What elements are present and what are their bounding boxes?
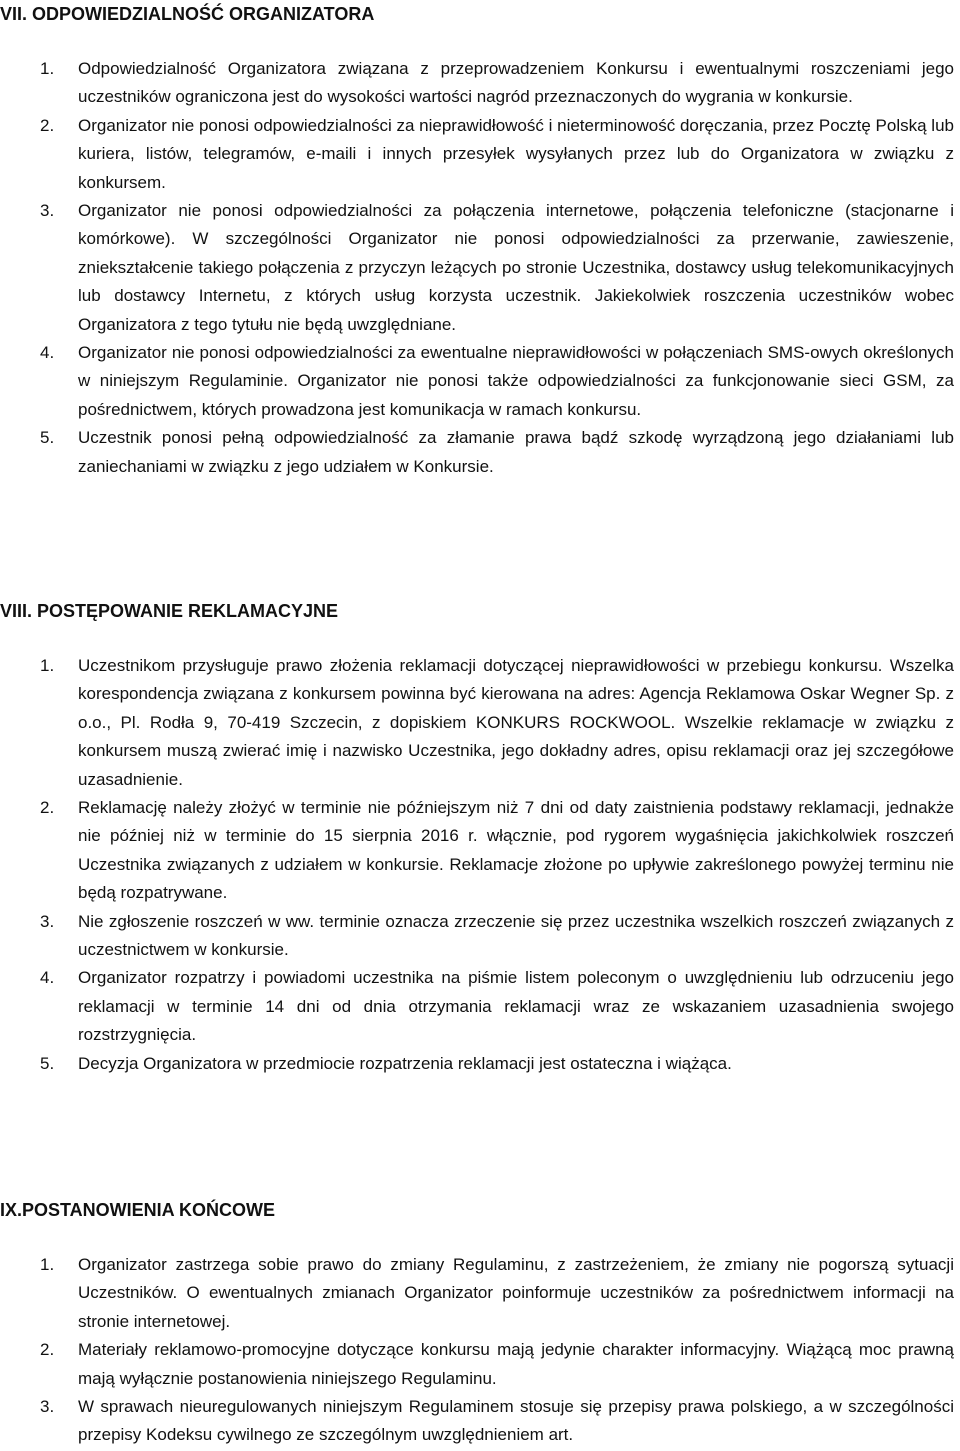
item-text: W sprawach nieuregulowanych niniejszym Regulaminem stosuje się przepisy prawa polskiego, a w szczególności przepisy Kodeksu cywilnego ze szczególnym uwzględnieniem art.	[78, 1397, 954, 1445]
section-complaints	[0, 597, 954, 1078]
section-organizer-liability	[0, 0, 954, 481]
item-text: Odpowiedzialność Organizatora związana z przeprowadzeniem Konkursu i ewentualnymi roszczeniami jego uczestników ograniczona jest do wysokości wartości nagród przeznaczonych do wygrania w konkursie.	[78, 59, 954, 107]
item-text: Organizator rozpatrzy i powiadomi uczestnika na piśmie listem poleconym o uwzględnieniu lub odrzuceniu jego reklamacji w terminie 14 dni od dnia otrzymania reklamacji wraz ze wskazaniem uzasadnienia swojego rozstrzygnięcia.	[78, 968, 954, 1045]
list-item	[0, 424, 954, 481]
section-final-provisions	[0, 1196, 954, 1450]
item-text: Uczestnikom przysługuje prawo złożenia reklamacji dotyczącej nieprawidłowości w przebiegu konkursu. Wszelka korespondencja związana z konkursem powinna być kierowana na adres: Agencja Reklamowa Oskar Wegner Sp. z o.o., Pl. Rodła 9, 70-419 Szczecin, z dopiskiem KONKURS ROCKWOOL. Wszelkie reklamacje w związku z konkursem muszą zwierać imię i nazwisko Uczestnika, jego dokładny adres, opisu reklamacji oraz jej szczegółowe uzasadnienie.	[78, 656, 954, 789]
section-heading: IX.POSTANOWIENIA KOŃCOWE	[0, 1200, 276, 1220]
item-number: 4.	[40, 343, 55, 363]
item-number: 2.	[40, 798, 55, 818]
list-item	[0, 1336, 954, 1393]
section-heading: VIII. POSTĘPOWANIE REKLAMACYJNE	[0, 601, 339, 621]
item-number: 4.	[40, 968, 55, 988]
list-item	[0, 964, 954, 1049]
item-number: 5.	[40, 1053, 55, 1073]
list-item	[0, 1251, 954, 1336]
section-list	[0, 652, 954, 1078]
item-number: 1.	[40, 656, 55, 675]
list-item	[0, 908, 954, 965]
list-item	[0, 1050, 954, 1078]
item-number: 1.	[40, 59, 55, 78]
item-number: 1.	[40, 1255, 55, 1274]
item-number: 3.	[40, 201, 55, 221]
list-item	[0, 197, 954, 339]
item-number: 2.	[40, 115, 55, 135]
item-number: 5.	[40, 428, 55, 448]
list-item	[0, 55, 954, 112]
list-item	[0, 794, 954, 908]
item-text: Decyzja Organizatora w przedmiocie rozpatrzenia reklamacji jest ostateczna i wiążąca.	[78, 1053, 732, 1073]
item-text: Reklamację należy złożyć w terminie nie późniejszym niż 7 dni od daty zaistnienia podstawy reklamacji, jednakże nie później niż w terminie do 15 sierpnia 2016 r. włącznie, pod rygorem wygaśnięcia jakichkolwiek roszczeń Uczestnika związanych z udziałem w konkursie. Reklamacje złożone po upływie zakreślonego powyżej terminu nie będą rozpatrywane.	[78, 798, 954, 903]
item-number: 2.	[40, 1340, 55, 1360]
section-list	[0, 55, 954, 481]
list-item	[0, 339, 954, 424]
list-item	[0, 112, 954, 197]
item-text: Organizator nie ponosi odpowiedzialności za nieprawidłowość i nieterminowość doręczania, przez Pocztę Polską lub kuriera, listów, telegramów, e-maili i innych przesyłek wysyłanych przez lub do Organizatora w związku z konkursem.	[78, 115, 954, 192]
list-item	[0, 652, 954, 794]
section-list	[0, 1251, 954, 1450]
item-text: Nie zgłoszenie roszczeń w ww. terminie oznacza zrzeczenie się przez uczestnika wszelkich roszczeń związanych z uczestnictwem w konkursie.	[78, 911, 954, 960]
item-text: Organizator nie ponosi odpowiedzialności za połączenia internetowe, połączenia telefoniczne (stacjonarne i komórkowe). W szczególności Organizator nie ponosi odpowiedzialności za przerwanie, zawieszenie, zniekształcenie takiego połączenia z przyczyn leżących po stronie Uczestnika, dostawcy usług telekomunikacyjnych lub dostawcy Internetu, z których usług korzysta uczestnik. Jakiekolwiek roszczenia uczestników wobec Organizatora z tego tytułu nie będą uwzględniane.	[78, 201, 954, 334]
section-heading: VII. ODPOWIEDZIALNOŚĆ ORGANIZATORA	[0, 4, 375, 24]
item-text: Materiały reklamowo-promocyjne dotyczące konkursu mają jedynie charakter informacyjny. Wiążącą moc prawną mają wyłącznie postanowienia niniejszego Regulaminu.	[78, 1340, 954, 1388]
list-item	[0, 1393, 954, 1450]
item-number: 3.	[40, 1397, 55, 1417]
item-text: Organizator zastrzega sobie prawo do zmiany Regulaminu, z zastrzeżeniem, że zmiany nie pogorszą sytuacji Uczestników. O ewentualnych zmianach Organizator poinformuje uczestników za pośrednictwem informacji na stronie internetowej.	[78, 1255, 954, 1331]
item-text: Uczestnik ponosi pełną odpowiedzialność za złamanie prawa bądź szkodę wyrządzoną jego działaniami lub zaniechaniami w związku z jego udziałem w Konkursie.	[78, 428, 954, 476]
item-text: Organizator nie ponosi odpowiedzialności za ewentualne nieprawidłowości w połączeniach SMS-owych określonych w niniejszym Regulaminie. Organizator nie ponosi także odpowiedzialności za funkcjonowanie sieci GSM, za pośrednictwem, których prowadzona jest komunikacja w ramach konkursu.	[78, 343, 954, 419]
item-number: 3.	[40, 911, 55, 931]
